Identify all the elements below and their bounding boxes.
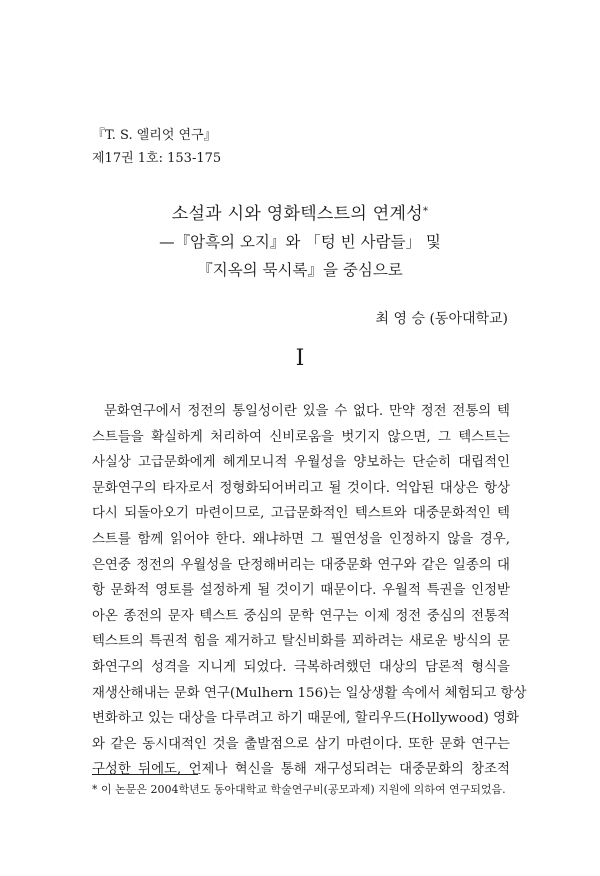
paper-title (0, 200, 600, 228)
body-line: 재생산해내는 문화 연구(Mulhern 156)는 일상생활 속에서 체험되고 항상 (92, 685, 527, 701)
body-line: 스트를 함께 읽어야 한다. 왜냐하면 그 필연성을 인정하지 않을 경우, (92, 531, 510, 547)
body-line: 스트들을 확실하게 처리하여 신비로움을 벗기지 않으면, 그 텍스트는 (92, 429, 510, 445)
section-heading: I (295, 346, 305, 371)
body-line: 문화연구의 타자로서 정형화되어버리고 될 것이다. 억압된 대상은 항상 (92, 480, 510, 496)
journal-name: 『T. S. 엘리엇 연구』 (92, 128, 217, 143)
paper-subtitle-line-1: —『암흑의 오지』와 「텅 빈 사람들」 및 (159, 233, 441, 251)
body-line: 구성한 뒤에도, 언제나 혁신을 통해 재구성되려는 대중문화의 창조적 (92, 762, 510, 778)
body-line: 사실상 고급문화에게 헤게모니적 우월성을 양보하는 단순히 대립적인 (92, 455, 510, 471)
footnote: * 이 논문은 2004학년도 동아대학교 학술연구비(공모과제) 지원에 의하여 연구되었음. (92, 783, 506, 796)
body-line: 은연중 정전의 우월성을 단정해버리는 대중문화 연구와 같은 일종의 대 (92, 557, 510, 573)
body-line: 변화하고 있는 대상을 다루려고 하기 때문에, 할리우드(Hollywood) 영화 (92, 711, 519, 727)
paper-title-text: 소설과 시와 영화텍스트의 연계성 (171, 204, 423, 224)
journal-issue: 제17권 1호: 153-175 (92, 151, 222, 166)
body-line: 문화연구에서 정전의 통일성이란 있을 수 없다. 만약 정전 전통의 텍 (104, 404, 510, 419)
journal-header (92, 124, 221, 170)
body-line: 아온 종전의 문자 텍스트 중심의 문학 연구는 이제 정전 중심의 전통적 (92, 608, 510, 624)
body-line: 항 문화적 영토를 설정하게 될 것이기 때문이다. 우월적 특권을 인정받 (92, 583, 510, 599)
body-line: 와 같은 동시대적인 것을 출발점으로 삼기 마련이다. 또한 문화 연구는 (92, 736, 510, 752)
body-line: 다시 되돌아오기 마련이므로, 고급문화적인 텍스트와 대중문화적인 텍 (92, 506, 510, 522)
title-footnote-marker: * (422, 206, 429, 217)
author-affiliation: 최 영 승 (동아대학교) (375, 311, 508, 327)
footnote-divider (92, 774, 198, 775)
paper-title-block (0, 200, 600, 284)
body-text (92, 399, 527, 783)
paper-subtitle-line-2: 『지옥의 묵시록』을 중심으로 (197, 261, 403, 279)
body-line: 화연구의 성격을 지니게 되었다. 극복하려했던 대상의 담론적 형식을 (92, 659, 510, 675)
body-line: 텍스트의 특권적 힘을 제거하고 탈신비화를 꾀하려는 새로운 방식의 문 (92, 634, 510, 650)
